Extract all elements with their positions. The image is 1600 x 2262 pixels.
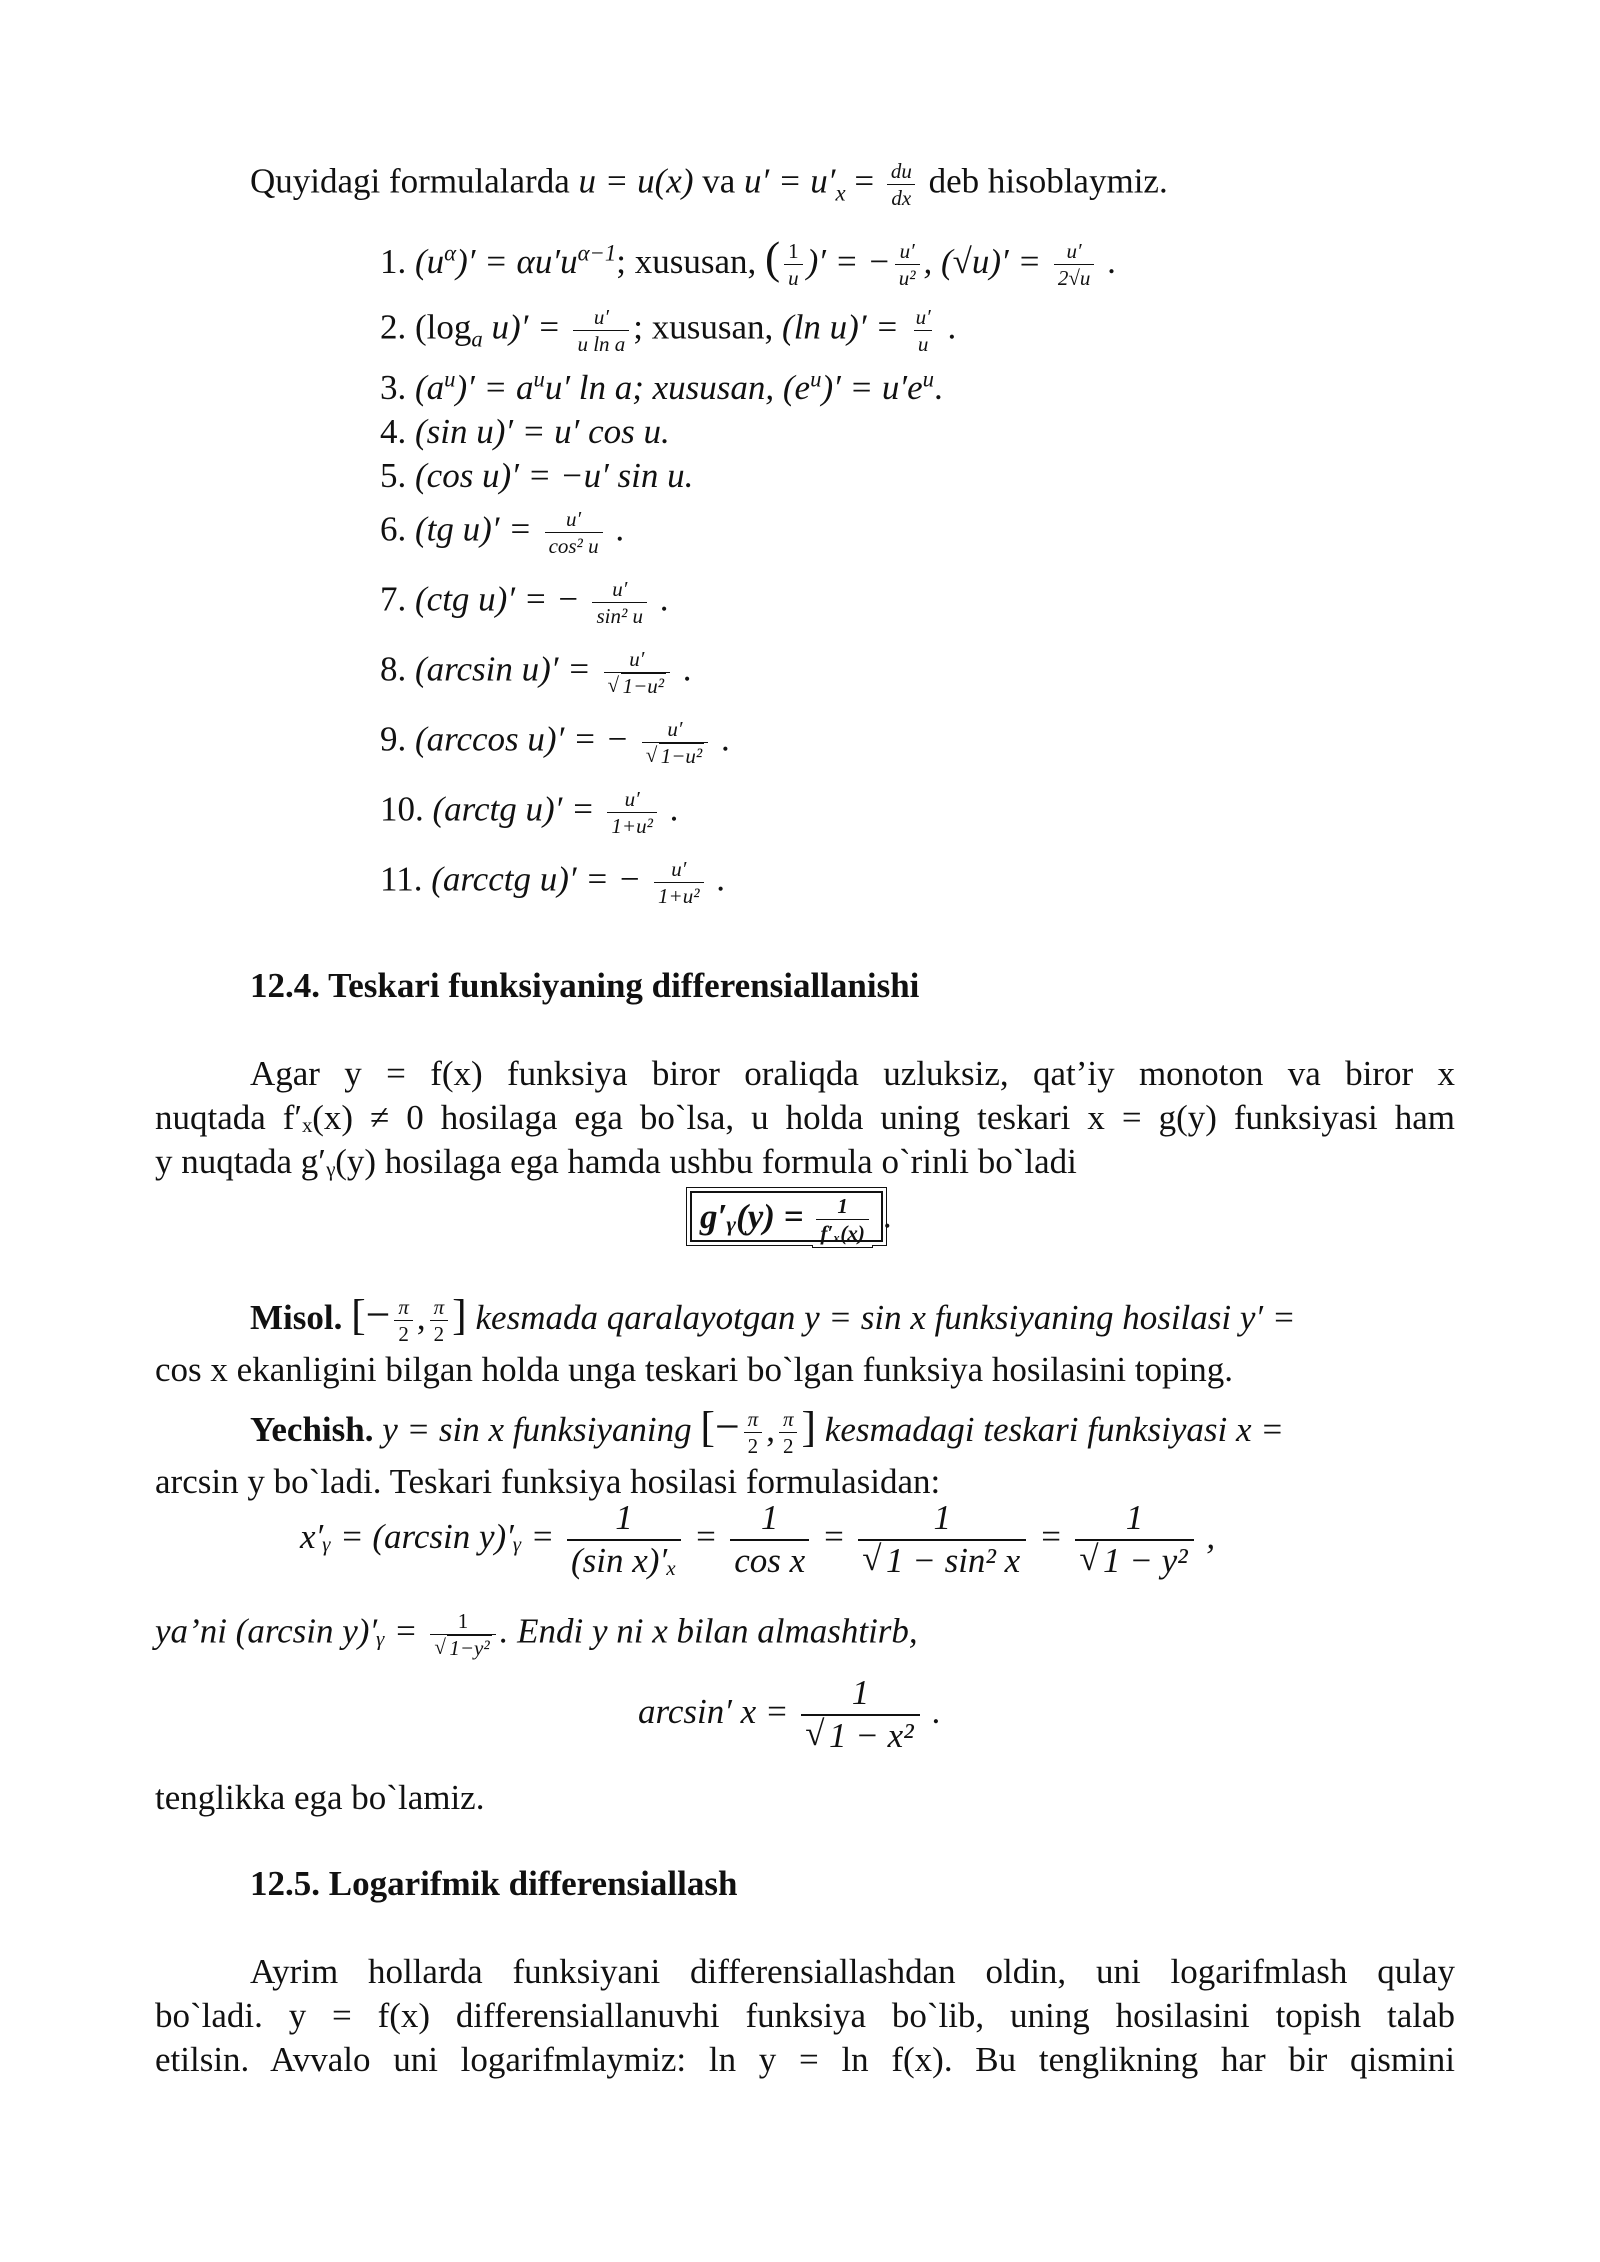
- frac-num: 1: [933, 1498, 951, 1537]
- frac-num: 1: [615, 1498, 633, 1537]
- boxed-lhs: g′ᵧ(y) =: [700, 1196, 813, 1236]
- paragraph-line: cos x ekanligini bilgan holda unga teskari bo`lgan funksiya hosilasini toping.: [155, 1350, 1234, 1389]
- formula-end: .: [933, 368, 943, 407]
- fraction: [430, 1610, 495, 1659]
- fraction: [592, 578, 647, 627]
- final-formula: [638, 1675, 941, 1755]
- formula-number: 4.: [380, 412, 407, 451]
- radicand: 1−u²: [622, 674, 665, 699]
- misol-line: [250, 1290, 1455, 1346]
- frac-num: π: [398, 1295, 409, 1320]
- formula-end: .: [606, 509, 625, 549]
- radicand: 1−u²: [660, 744, 703, 769]
- paragraph-line: Agar y = f(x) funksiya biror oraliqda uzluksiz, qat’iy monoton va biror x: [250, 1054, 1455, 1093]
- formula-number: 1.: [380, 242, 407, 281]
- fraction: [895, 240, 920, 289]
- interval-open: [−: [351, 1291, 391, 1339]
- frac-num: π: [747, 1407, 759, 1432]
- intro-eq: =: [845, 161, 883, 201]
- intro-text-a: Quyidagi formulalarda: [250, 161, 579, 201]
- interval-comma: ,: [416, 1298, 426, 1337]
- interval-open: [−: [700, 1403, 740, 1451]
- formula-part: )′ = u′e: [821, 368, 923, 407]
- radicand: 1 − sin² x: [885, 1540, 1021, 1580]
- frac-den: u²: [895, 264, 920, 289]
- formula-number: 10.: [380, 789, 424, 829]
- formula-lhs: (ctg u)′ = −: [415, 579, 589, 619]
- radicand: 1 − y²: [1103, 1540, 1188, 1580]
- frac-num: π: [433, 1295, 445, 1320]
- interval-comma: ,: [766, 1410, 775, 1449]
- frac-den: [604, 672, 670, 697]
- fraction: [1075, 1500, 1193, 1580]
- fraction: [545, 508, 603, 557]
- frac-num: 1: [457, 1609, 469, 1633]
- formula-part: (a: [415, 368, 445, 407]
- interval-close: ]: [452, 1291, 467, 1339]
- formula-end: .: [1098, 242, 1116, 281]
- formula-lhs: (arcctg u)′ = −: [431, 859, 651, 899]
- formula-part: , (√u)′ =: [923, 242, 1050, 281]
- formula-lhs: (tg u)′ =: [415, 509, 541, 549]
- intro-frac-num: du: [890, 159, 912, 183]
- frac-den: (sin x)′ₓ: [567, 1539, 681, 1580]
- frac-num: 1: [760, 1498, 779, 1537]
- paragraph-line: arcsin y bo`ladi. Teskari funksiya hosilasi formulasidan:: [155, 1462, 941, 1501]
- boxed-end: .: [882, 1196, 892, 1236]
- frac-den: u: [914, 330, 933, 355]
- formula-end: .: [712, 719, 730, 759]
- frac-den: 2: [779, 1432, 798, 1457]
- yechish-line: [250, 1402, 1284, 1458]
- formula-9: [380, 718, 730, 767]
- sqrt: [805, 1715, 915, 1755]
- paragraph-line: bo`ladi. y = f(x) differensiallanuvhi funksiya bo`lib, uning hosilasini topish talab: [155, 1996, 1455, 2035]
- frac-den: 1+u²: [607, 812, 656, 837]
- fraction: [1054, 240, 1095, 289]
- frac-num: u′: [915, 305, 931, 329]
- frac-num: 1: [837, 1194, 848, 1218]
- intro-line: [250, 160, 1168, 209]
- intro-math-a: u = u(x): [578, 161, 694, 201]
- boxed-formula: [690, 1195, 892, 1244]
- fraction: [779, 1408, 798, 1457]
- frac-den: 1+u²: [654, 882, 703, 907]
- frac-num: u′: [671, 857, 687, 881]
- chain-lhs: x′ᵧ = (arcsin y)′ᵧ =: [300, 1516, 564, 1556]
- formula-sup: α: [444, 240, 457, 266]
- formula-11: [380, 858, 725, 907]
- formula-3: [380, 368, 943, 408]
- yani-line: [155, 1610, 918, 1659]
- formula-number: 7.: [380, 579, 407, 619]
- frac-den: [430, 1634, 495, 1659]
- formula-sup: u: [444, 366, 456, 392]
- fraction: [801, 1675, 919, 1755]
- formula-lhs: (arccos u)′ = −: [415, 719, 638, 759]
- eq: =: [685, 1516, 727, 1556]
- frac-num: u′: [629, 647, 645, 671]
- formula-end: .: [651, 579, 669, 619]
- formula-part: (ln u)′ =: [782, 307, 908, 347]
- eq: =: [1030, 1516, 1072, 1556]
- misol-label: Misol.: [250, 1298, 343, 1337]
- intro-text-c: deb hisoblaymiz.: [919, 161, 1168, 201]
- formula-rhs: )′ = αu′u: [456, 242, 578, 281]
- formula-end: .: [660, 789, 679, 829]
- frac-den: [801, 1714, 919, 1755]
- frac-den: 2: [430, 1320, 449, 1345]
- fraction: [858, 1500, 1026, 1580]
- sqrt: [608, 675, 666, 697]
- intro-math-b: u′ = u′: [744, 161, 836, 201]
- formula-text: (sin u)′ = u′ cos u.: [415, 412, 670, 451]
- paren-open: (: [765, 232, 781, 283]
- paragraph-line: Ayrim hollarda funksiyani differensiallashdan oldin, uni logarifmlash qulay: [250, 1952, 1455, 1991]
- fraction: [430, 1296, 449, 1345]
- formula-part: u′ ln a; xususan, (e: [544, 368, 811, 407]
- formula-6: [380, 508, 624, 557]
- intro-text-b: va: [693, 161, 745, 201]
- frac-den: f′ₓ(x): [816, 1219, 869, 1244]
- frac-num: 1: [788, 239, 799, 264]
- paragraph-line: nuqtada f′ₓ(x) ≠ 0 hosilaga ega bo`lsa, u holda uning teskari x = g(y) funksiyasi ham: [155, 1098, 1455, 1137]
- yechish-label: Yechish.: [250, 1410, 374, 1449]
- intro-sub-x: x: [835, 180, 846, 206]
- fraction: [730, 1500, 809, 1580]
- formula-rhs: u)′ =: [482, 307, 570, 347]
- frac-den: u: [784, 264, 803, 289]
- frac-den: cos x: [730, 1539, 809, 1580]
- yechish-text: y = sin x funksiyaning: [373, 1410, 701, 1449]
- boxed-formula-frame: [690, 1191, 883, 1246]
- frac-num: u′: [612, 577, 628, 601]
- fraction: [816, 1195, 869, 1244]
- frac-num: 1: [851, 1673, 870, 1712]
- eq: =: [813, 1516, 855, 1556]
- formula-sup: u: [922, 366, 934, 392]
- fraction: [642, 718, 708, 767]
- intro-frac-den: dx: [887, 184, 915, 209]
- radicand: 1 − x²: [828, 1715, 914, 1755]
- formula-10: [380, 788, 678, 837]
- formula-number: 3.: [380, 368, 407, 407]
- fraction: [604, 648, 670, 697]
- formula-number: 11.: [380, 859, 423, 899]
- frac-den: u ln a: [573, 330, 629, 355]
- paragraph-line: etilsin. Avvalo uni logarifmlaymiz: ln y = ln f(x). Bu tenglikning har bir qismini: [155, 2040, 1455, 2079]
- final-lhs: arcsin′ x =: [638, 1691, 798, 1731]
- section-heading-12-5: 12.5. Logarifmik differensiallash: [250, 1864, 738, 1903]
- sqrt: [862, 1540, 1022, 1580]
- formula-text: (cos u)′ = −u′ sin u.: [415, 456, 694, 495]
- formula-part: )′ = a: [455, 368, 534, 407]
- interval-close: ]: [801, 1403, 817, 1451]
- formula-1: [380, 232, 1116, 290]
- frac-den: [858, 1539, 1026, 1580]
- formula-number: 5.: [380, 456, 407, 495]
- formula-number: 6.: [380, 509, 407, 549]
- yani-text: . Endi y ni x bilan almashtirb,: [499, 1611, 918, 1651]
- fraction: [654, 858, 703, 907]
- frac-num: u′: [1066, 239, 1082, 264]
- formula-2: [380, 306, 956, 355]
- frac-num: π: [782, 1407, 794, 1432]
- frac-den: 2: [744, 1432, 763, 1457]
- formula-sup: u: [810, 366, 822, 392]
- formula-sup: u: [533, 366, 545, 392]
- yechish-text: kesmadagi teskari funksiyasi x =: [816, 1410, 1284, 1449]
- formula-lhs: (log: [415, 307, 472, 347]
- radicand: 1−y²: [449, 1636, 490, 1661]
- formula-end: .: [674, 649, 692, 689]
- formula-lhs: (u: [415, 242, 445, 281]
- frac-den: 2: [394, 1320, 413, 1345]
- sqrt: [646, 745, 704, 767]
- sqrt: [1079, 1540, 1189, 1580]
- formula-end: .: [938, 307, 957, 347]
- formula-number: 9.: [380, 719, 407, 759]
- formula-rhs-sup: α−1: [577, 240, 617, 266]
- frac-num: u′: [899, 239, 915, 264]
- formula-number: 8.: [380, 649, 407, 689]
- fraction: [744, 1408, 763, 1457]
- frac-num: u′: [566, 507, 582, 531]
- fraction: [573, 306, 629, 355]
- formula-8: [380, 648, 692, 697]
- paragraph-line: y nuqtada g′ᵧ(y) hosilaga ega hamda ushbu formula o`rinli bo`ladi: [155, 1142, 1077, 1181]
- formula-number: 2.: [380, 307, 407, 347]
- final-end: .: [923, 1691, 942, 1731]
- formula-5: [380, 456, 693, 496]
- frac-num: 1: [1125, 1498, 1144, 1537]
- misol-text: kesmada qaralayotgan y = sin x funksiyaning hosilasi y′ =: [466, 1298, 1296, 1337]
- frac-num: u′: [624, 787, 640, 811]
- frac-den: [642, 742, 708, 767]
- formula-mid: ; xususan,: [616, 242, 765, 281]
- intro-fraction: [887, 160, 916, 209]
- paragraph-line: tenglikka ega bo`lamiz.: [155, 1778, 485, 1817]
- frac-den: 2√u: [1054, 264, 1095, 289]
- fraction: [912, 306, 935, 355]
- fraction: [784, 240, 803, 289]
- formula-lhs: (arcsin u)′ =: [415, 649, 600, 689]
- frac-den: cos² u: [545, 532, 603, 557]
- fraction: [607, 788, 656, 837]
- fraction: [567, 1500, 681, 1580]
- frac-num: u′: [667, 717, 683, 741]
- formula-end: .: [707, 859, 725, 899]
- formula-7: [380, 578, 669, 627]
- formula-part: )′ = −: [806, 242, 891, 281]
- comma: ,: [1197, 1516, 1216, 1556]
- section-heading-12-4: 12.4. Teskari funksiyaning differensiallanishi: [250, 966, 920, 1005]
- frac-den: sin² u: [592, 602, 647, 627]
- frac-num: u′: [593, 305, 609, 329]
- formula-4: [380, 412, 670, 452]
- formula-lhs: (arctg u)′ =: [432, 789, 604, 829]
- formula-sub: a: [471, 326, 483, 352]
- formula-mid: ; xususan,: [633, 307, 783, 347]
- fraction: [394, 1296, 413, 1345]
- frac-den: [1075, 1539, 1193, 1580]
- yani-text: ya’ni (arcsin y)′ᵧ =: [155, 1611, 427, 1651]
- sqrt: [434, 1637, 491, 1659]
- derivation-chain: [300, 1500, 1215, 1580]
